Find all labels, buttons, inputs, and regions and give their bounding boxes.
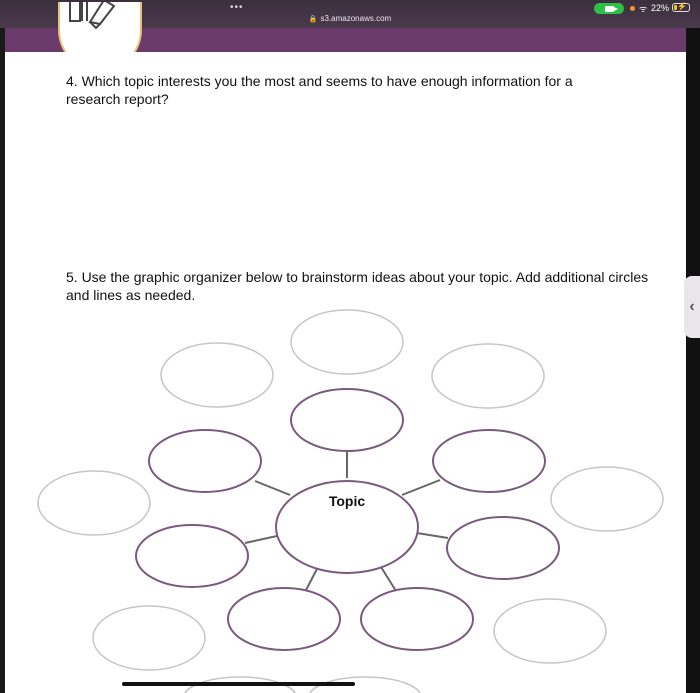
- outer-idea-circle[interactable]: [291, 310, 403, 374]
- connector-line: [402, 480, 440, 495]
- outer-idea-circle[interactable]: [161, 343, 273, 407]
- more-dots[interactable]: •••: [230, 2, 244, 13]
- chevron-left-icon: ‹: [689, 298, 695, 315]
- outer-idea-circle[interactable]: [494, 599, 606, 663]
- outer-idea-circle[interactable]: [432, 344, 544, 408]
- idea-circle[interactable]: [447, 517, 559, 579]
- idea-circle[interactable]: [149, 430, 261, 492]
- idea-circle[interactable]: [228, 588, 340, 650]
- home-indicator[interactable]: [122, 682, 355, 686]
- connector-line: [417, 533, 448, 538]
- question-5: 5. Use the graphic organizer below to brainstorm ideas about your topic. Add additional circles and lines as needed.: [66, 269, 649, 303]
- wifi-icon: ᯤ: [639, 4, 648, 14]
- outer-idea-circle[interactable]: [551, 467, 663, 531]
- connector-line: [305, 567, 318, 592]
- topic-label: Topic: [328, 493, 366, 509]
- connector-line: [255, 481, 290, 495]
- question-4: 4. Which topic interests you the most and seems to have enough information for a research report?: [66, 73, 573, 107]
- connector-line: [245, 536, 277, 543]
- battery-percent: 22%: [651, 3, 670, 13]
- charging-bolt-icon: ⚡: [677, 2, 687, 11]
- idea-circle[interactable]: [361, 588, 473, 650]
- sidebar-handle[interactable]: [684, 276, 700, 338]
- idea-circle[interactable]: [291, 389, 403, 451]
- outer-idea-circle[interactable]: [38, 471, 150, 535]
- idea-circle[interactable]: [433, 430, 545, 492]
- outer-idea-circle[interactable]: [93, 606, 205, 670]
- lock-icon: 🔒: [308, 16, 318, 23]
- url-text: s3.amazonaws.com: [320, 14, 392, 23]
- idea-circle[interactable]: [136, 525, 248, 587]
- screen-edge: [686, 28, 700, 693]
- connector-line: [381, 567, 396, 591]
